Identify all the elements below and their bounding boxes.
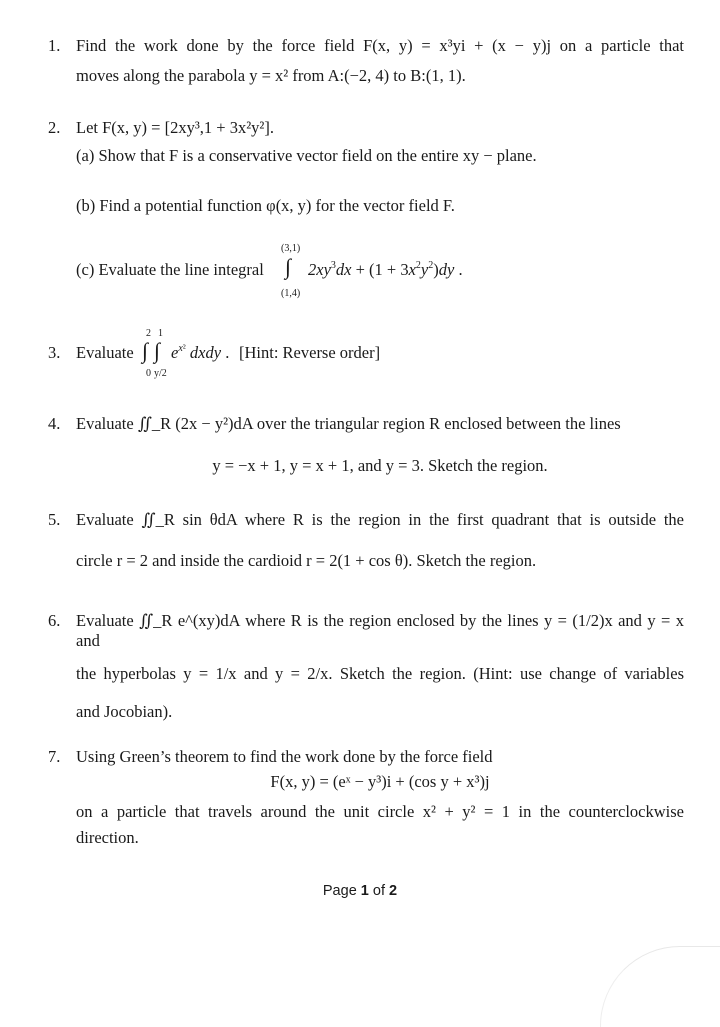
problem-1-line-1: Find the work done by the force field F(x, y) = x³yi + (x − y)j on a particle that (76, 36, 684, 55)
problem-number: 6. (48, 611, 61, 630)
problem-2-part-c (76, 260, 264, 280)
problem-3-label: Evaluate (76, 343, 134, 362)
page-label: Page (322, 883, 357, 899)
problem-2-intro: Let F(x, y) = [2xy³,1 + 3x²y²]. (76, 118, 274, 137)
outer-integral-sign: ∫ (142, 338, 149, 363)
problem-2-part-b: (b) Find a potential function φ(x, y) for the vector field F. (76, 196, 455, 215)
inner-upper-limit: 1 (158, 328, 163, 339)
problem-number: 3. (48, 343, 61, 362)
problem-4-line-2: y = −x + 1, y = x + 1, and y = 3. Sketch the region. (212, 456, 548, 475)
problem-number: 4. (48, 414, 61, 433)
problem-3-hint: [Hint: Reverse order] (239, 343, 381, 362)
page-number: 1 (360, 883, 369, 899)
part-c-integrand: $2xy^3dx + (1 + 3x^2y^2)dy$ . (308, 260, 463, 279)
inner-integral-sign: ∫ (154, 338, 161, 363)
problem-2-part-a: (a) Show that F is a conservative vector field on the entire xy − plane. (76, 146, 537, 165)
problem-number: 1. (48, 36, 61, 55)
problem-5-line-2: circle r = 2 and inside the cardioid r = 2(1 + cos θ). Sketch the region. (76, 551, 537, 570)
outer-upper-limit: 2 (146, 328, 151, 339)
upper-limit: (3,1) (281, 243, 301, 254)
of-label: of (372, 883, 385, 899)
lower-limit: (1,4) (281, 288, 301, 299)
page-footer (0, 883, 720, 899)
outer-lower-limit: 0 (146, 368, 151, 379)
problem-7-line-4: direction. (76, 828, 139, 847)
inner-lower-limit: y/2 (154, 368, 167, 379)
problem-6-line-1: Evaluate ∬_R e^(xy)dA where R is the region enclosed by the lines y = (1/2)x and y = x and (76, 611, 684, 650)
problem-number: 5. (48, 510, 61, 529)
total-pages: 2 (389, 883, 398, 899)
problem-1-line-2: moves along the parabola y = x² from A:(−2, 4) to B:(1, 1). (76, 66, 466, 85)
problem-4-line-1: Evaluate ∬_R (2x − y²)dA over the triangular region R enclosed between the lines (76, 414, 621, 433)
problem-number: 2. (48, 118, 61, 137)
problem-6-line-3: and Jocobian). (76, 702, 173, 721)
problem-7-line-3: on a particle that travels around the unit circle x² + y² = 1 in the counterclockwise (76, 802, 684, 821)
scroll-edge-decoration (600, 946, 720, 1027)
problem-6-line-2: the hyperbolas y = 1/x and y = 2/x. Sketch the region. (Hint: use change of variables (76, 664, 684, 683)
problem-3-integrand: $e^{x^2}$ dxdy . (171, 343, 230, 362)
problem-number: 7. (48, 747, 61, 766)
integral-sign: ∫ (285, 254, 292, 279)
problem-7-line-1: Using Green’s theorem to find the work done by the force field (76, 747, 493, 766)
part-c-label: (c) Evaluate the line integral (76, 260, 264, 279)
problem-7-force-field: F(x, y) = (eˣ − y³)i + (cos y + x³)j (270, 772, 490, 791)
problem-5-line-1: Evaluate ∬_R sin θdA where R is the region in the first quadrant that is outside the (76, 510, 684, 529)
